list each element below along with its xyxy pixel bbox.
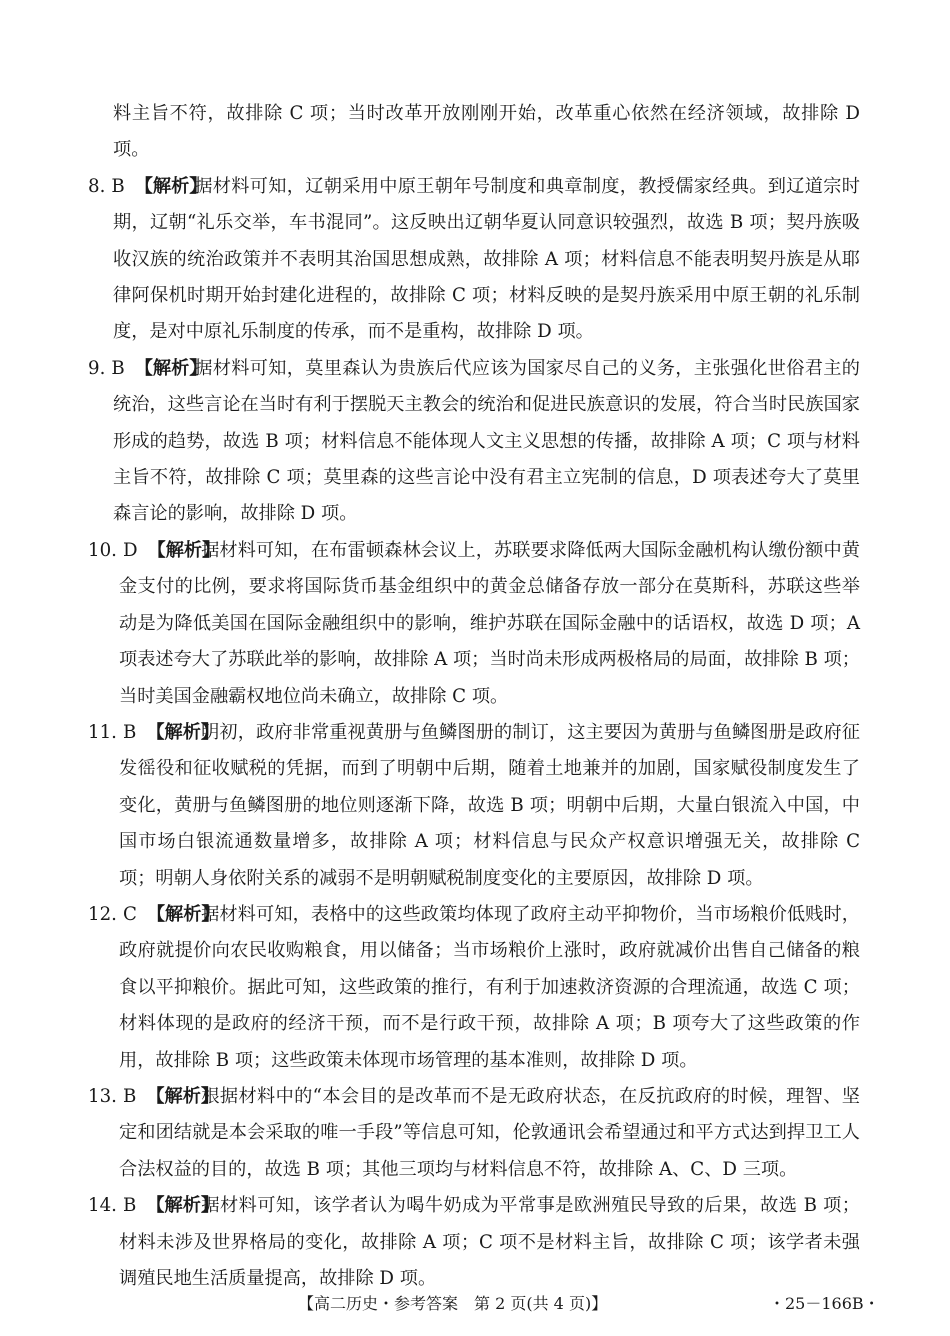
answer-item-10 [88, 533, 860, 715]
analysis-text: 根据材料中的“本会目的是改革而不是无政府状态，在反抗政府的时候，理智、坚定和团结就是本会采取的唯一手段”等信息可知，伦敦通讯会希望通过和平方式达到捍卫工人合法权益的目的，故选 B 项；其他三项均与材料信息不符，故排除 A、C、D 三项。 [119, 1085, 860, 1180]
answer-letter: C [122, 903, 137, 925]
question-number: 11. [88, 721, 117, 743]
answer-letter: B [122, 1085, 137, 1107]
question-number: 14. [88, 1195, 117, 1217]
analysis-tag: 【解析】 [146, 903, 220, 925]
question-number: 8. [88, 175, 106, 197]
analysis-tag: 【解析】 [146, 721, 220, 743]
answer-item-11 [88, 715, 860, 897]
question-number: 10. [88, 539, 117, 561]
analysis-text: 据材料可知，莫里森认为贵族后代应该为国家尽自己的义务，主张强化世俗君主的统治，这些言论在当时有利于摆脱天主教会的统治和促进民族意识的发展，符合当时民族国家形成的趋势，故选 B 项；材料信息不能体现人文主义思想的传播，故排除 A 项；C 项与材料主旨不符，故排除 C 项；莫里森的这些言论中没有君主立宪制的信息，D 项表述夸大了莫里森言论的影响，故排除 D 项。 [113, 357, 860, 525]
answer-content [88, 96, 860, 1297]
analysis-text: 据材料可知，辽朝采用中原王朝年号制度和典章制度，教授儒家经典。到辽道宗时期，辽朝“礼乐交举，车书混同”。这反映出辽朝华夏认同意识较强烈，故选 B 项；契丹族吸收汉族的统治政策并不表明其治国思想成熟，故排除 A 项；材料信息不能表明契丹族是从耶律阿保机时期开始封建化进程的，故排除 C 项；材料反映的是契丹族采用中原王朝的礼乐制度，是对中原礼乐制度的传承，而不是重构，故排除 D 项。 [113, 175, 860, 343]
answer-letter: B [111, 175, 125, 197]
analysis-text: 明初，政府非常重视黄册与鱼鳞图册的制订，这主要因为黄册与鱼鳞图册是政府征发徭役和征收赋税的凭据，而到了明朝中后期，随着土地兼并的加剧，国家赋役制度发生了变化，黄册与鱼鳞图册的地位则逐渐下降，故选 B 项；明朝中后期，大量白银流入中国，中国市场白银流通数量增多，故排除 A 项；材料信息与民众产权意识增强无关，故排除 C 项；明朝人身依附关系的减弱不是明朝赋税制度变化的主要原因，故排除 D 项。 [119, 721, 860, 889]
answer-letter: B [122, 721, 137, 743]
question-number: 12. [88, 903, 117, 925]
analysis-text: 据材料可知，表格中的这些政策均体现了政府主动平抑物价，当市场粮价低贱时，政府就提价向农民收购粮食，用以储备；当市场粮价上涨时，政府就减价出售自己储备的粮食以平抑粮价。据此可知，这些政策的推行，有利于加速救济资源的合理流通，故选 C 项；材料体现的是政府的经济干预，而不是行政干预，故排除 A 项；B 项夸大了这些政策的作用，故排除 B 项；这些政策未体现市场管理的基本准则，故排除 D 项。 [119, 903, 860, 1071]
answer-letter: B [111, 357, 125, 379]
answer-item-9 [88, 351, 860, 533]
question-number: 9. [88, 357, 106, 379]
analysis-text: 据材料可知，该学者认为喝牛奶成为平常事是欧洲殖民导致的后果，故选 B 项；材料未涉及世界格局的变化，故排除 A 项；C 项不是材料主旨，故排除 C 项；该学者未强调殖民地生活质量提高，故排除 D 项。 [119, 1195, 860, 1289]
answer-letter: B [122, 1195, 137, 1217]
analysis-text: 据材料可知，在布雷顿森林会议上，苏联要求降低两大国际金融机构认缴份额中黄金支付的比例，要求将国际货币基金组织中的黄金总储备存放一部分在莫斯科，苏联这些举动是为降低美国在国际金融组织中的影响，维护苏联在国际金融中的话语权，故选 D 项；A 项表述夸大了苏联此举的影响，故排除 A 项；当时尚未形成两极格局的局面，故排除 B 项；当时美国金融霸权地位尚未确立，故排除 C 项。 [119, 539, 860, 707]
analysis-tag: 【解析】 [134, 175, 208, 197]
answer-letter: D [122, 539, 138, 561]
continuation-paragraph: 料主旨不符，故排除 C 项；当时改革开放刚刚开始，改革重心依然在经济领域，故排除 D 项。 [113, 103, 860, 161]
question-number: 13. [88, 1085, 117, 1107]
footer-code: ・25－166B・ [769, 1294, 880, 1313]
answer-item-13 [88, 1079, 860, 1188]
answer-item-8 [88, 169, 860, 351]
answer-item-14 [88, 1188, 860, 1297]
analysis-tag: 【解析】 [134, 357, 208, 379]
analysis-tag: 【解析】 [147, 539, 221, 561]
analysis-tag: 【解析】 [146, 1085, 220, 1107]
analysis-tag: 【解析】 [146, 1195, 220, 1217]
footer-title: 【高二历史・参考答案 第 2 页(共 4 页)】 [298, 1294, 608, 1313]
answer-item-12 [88, 897, 860, 1079]
